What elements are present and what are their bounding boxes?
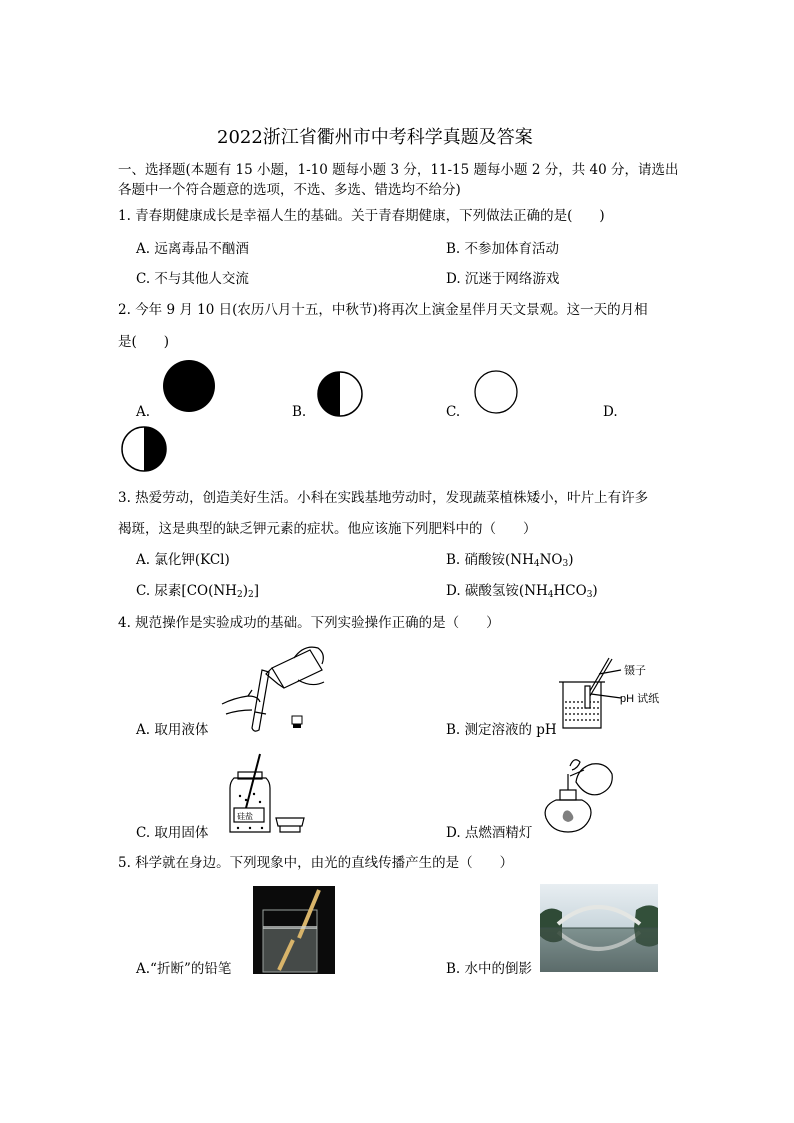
q2-option-a: A. [136,404,151,420]
q2-option-b: B. [292,404,307,420]
q1-option-d: D. 沉迷于网络游戏 [446,271,560,287]
q4-option-b: B. 测定溶液的 pH [446,722,557,738]
moon-first-quarter-icon [317,371,363,417]
moon-last-quarter-icon [120,425,168,473]
bent-pencil-photo [253,886,335,974]
q4-option-c: C. 取用固体 [136,825,209,841]
q1-option-b: B. 不参加体育活动 [446,241,560,257]
q4-option-d: D. 点燃酒精灯 [446,825,533,841]
q4-stem: 4. 规范操作是实验成功的基础。下列实验操作正确的是（ ） [118,615,500,631]
q5-option-a: A.“折断”的铅笔 [136,961,232,977]
label-tweezers: 镊子 [624,665,646,677]
section-header-line2: 各题中一个符合题意的选项，不选、多选、错选均不给分) [118,182,461,198]
q1-option-a: A. 远离毒品不酗酒 [136,241,249,257]
q5-option-b: B. 水中的倒影 [446,961,533,977]
q2-stem-line1: 2. 今年 9 月 10 日(农历八月十五，中秋节)将再次上演金星伴月天文景观。这一天的月相 [118,302,648,318]
q3-option-a: A. 氯化钾(KCl) [136,552,230,568]
q3-option-d: D. 碳酸氢铵$(NH_4HCO_3)$ [446,583,598,600]
alcohol-lamp-figure [540,752,620,842]
q1-option-c: C. 不与其他人交流 [136,271,249,287]
solid-reagent-figure [224,752,306,838]
q3-option-c: C. 尿素$[CO(NH_2)_2]$ [136,583,259,600]
pouring-liquid-figure [222,640,332,735]
q3-stem-line1: 3. 热爱劳动，创造美好生活。小科在实践基地劳动时，发现蔬菜植株矮小，叶片上有许多 [118,490,649,506]
moon-full-icon [473,369,519,415]
page-title: 2022浙江省衢州市中考科学真题及答案 [217,127,533,148]
q3-stem-line2: 褐斑，这是典型的缺乏钾元素的症状。他应该施下列肥料中的（ ） [118,521,537,537]
ph-test-figure [557,656,667,731]
q5-stem: 5. 科学就在身边。下列现象中，由光的直线传播产生的是（ ） [118,855,514,871]
q4-option-a: A. 取用液体 [136,722,209,738]
q2-option-d: D. [603,404,618,420]
moon-new-icon [162,359,216,413]
section-header-line1: 一、选择题(本题有 15 小题，1-10 题每小题 3 分，11-15 题每小题 2 分，共 40 分，请选出 [118,162,679,178]
bridge-reflection-photo [540,884,658,972]
label-bottle: 硅盐 [237,812,253,821]
q2-option-c: C. [446,404,461,420]
q1-stem: 1. 青春期健康成长是幸福人生的基础。关于青春期健康，下列做法正确的是( ) [118,208,605,224]
q3-option-b: B. 硝酸铵$(NH_4NO_3)$ [446,552,574,569]
label-ph-paper: pH 试纸 [620,693,660,705]
q2-stem-line2: 是( ) [118,334,170,350]
